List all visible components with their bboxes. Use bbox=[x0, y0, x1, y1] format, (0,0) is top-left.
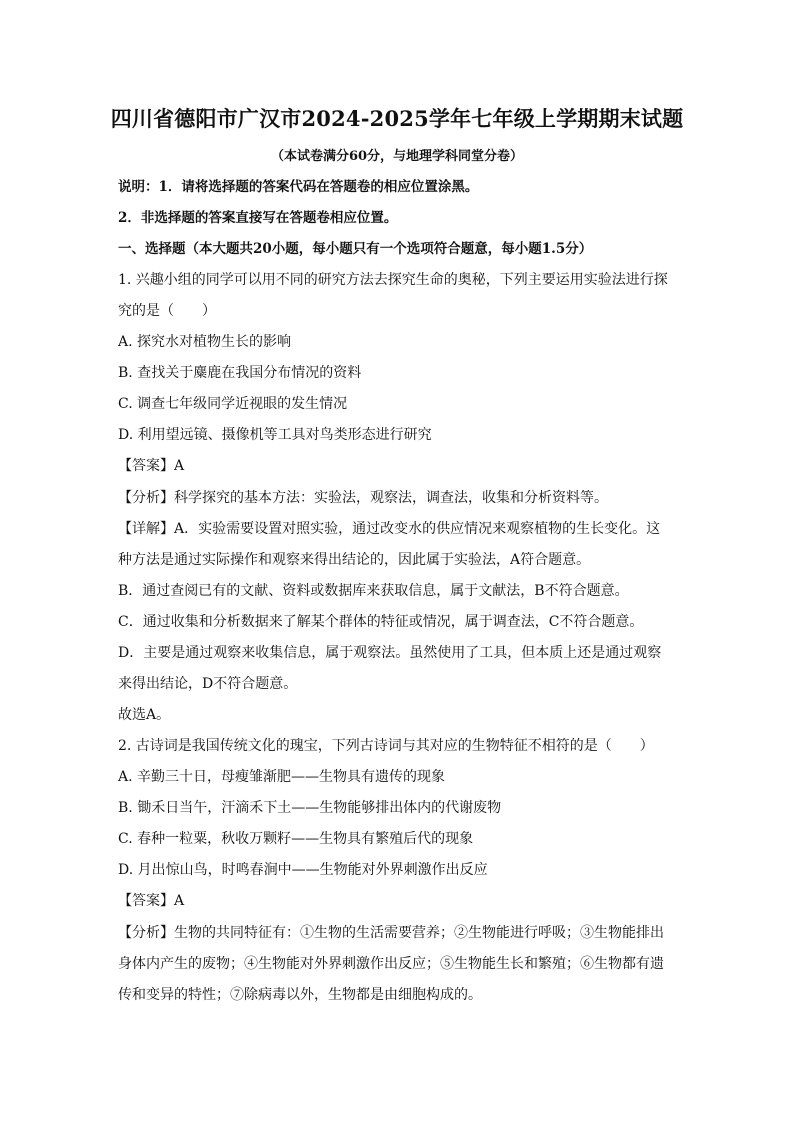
question-1-answer: 【答案】A bbox=[118, 458, 185, 474]
question-1-conclusion: 故选A。 bbox=[118, 707, 171, 723]
question-1-option-b: B. 查找关于麋鹿在我国分布情况的资料 bbox=[118, 365, 362, 381]
question-2-answer: 【答案】A bbox=[118, 893, 185, 909]
question-2-option-b: B. 锄禾日当午，汗滴禾下土——生物能够排出体内的代谢废物 bbox=[118, 800, 502, 816]
question-1-detail-line-3: B．通过查阅已有的文献、资料或数据库来获取信息，属于文献法，B不符合题意。 bbox=[118, 583, 629, 599]
question-2-analysis-line-3: 传和变异的特性；⑦除病毒以外，生物都是由细胞构成的。 bbox=[118, 987, 482, 1003]
instruction-1: 说明：1．请将选择题的答案代码在答题卷的相应位置涂黑。 bbox=[118, 179, 479, 195]
question-1-detail-line-2: 种方法是通过实际操作和观察来得出结论的，因此属于实验法，A符合题意。 bbox=[118, 552, 591, 568]
question-1-stem-line-2: 究的是（ ） bbox=[118, 303, 216, 319]
question-1-analysis: 【分析】科学探究的基本方法：实验法，观察法，调查法，收集和分析资料等。 bbox=[118, 490, 608, 506]
question-1-detail-line-4: C．通过收集和分析数据来了解某个群体的特征或情况，属于调查法，C不符合题意。 bbox=[118, 614, 644, 630]
section-header: 一、选择题（本大题共20小题，每小题只有一个选项符合题意，每小题1.5分） bbox=[118, 241, 593, 257]
page-subtitle: （本试卷满分60分，与地理学科同堂分卷） bbox=[270, 149, 524, 164]
question-1-detail-line-5: D．主要是通过观察来收集信息，属于观察法。虽然使用了工具，但本质上还是通过观察 bbox=[118, 645, 662, 661]
question-2-analysis-line-1: 【分析】生物的共同特征有：①生物的生活需要营养；②生物能进行呼吸；③生物能排出 bbox=[118, 925, 664, 941]
question-1-stem-line-1: 1. 兴趣小组的同学可以用不同的研究方法去探究生命的奥秘，下列主要运用实验法进行探 bbox=[118, 272, 668, 288]
question-1-detail-line-6: 来得出结论，D不符合题意。 bbox=[118, 676, 298, 692]
question-1-option-c: C. 调查七年级同学近视眼的发生情况 bbox=[118, 396, 348, 412]
page-title: 四川省德阳市广汉市2024-2025学年七年级上学期期末试题 bbox=[110, 106, 684, 131]
question-1-detail-line-1: 【详解】A．实验需要设置对照实验，通过改变水的供应情况来观察植物的生长变化。这 bbox=[118, 521, 661, 537]
question-2-option-a: A. 辛勤三十日，母瘦雏渐肥——生物具有遗传的现象 bbox=[118, 769, 446, 785]
question-1-option-d: D. 利用望远镜、摄像机等工具对鸟类形态进行研究 bbox=[118, 427, 432, 443]
question-2-stem: 2. 古诗词是我国传统文化的瑰宝，下列古诗词与其对应的生物特征不相符的是（ ） bbox=[118, 738, 654, 754]
question-2-analysis-line-2: 身体内产生的废物；④生物能对外界刺激作出反应；⑤生物能生长和繁殖；⑥生物都有遗 bbox=[118, 956, 664, 972]
question-2-option-d: D. 月出惊山鸟，时鸣春涧中——生物能对外界刺激作出反应 bbox=[118, 862, 488, 878]
question-1-option-a: A. 探究水对植物生长的影响 bbox=[118, 334, 292, 350]
question-2-option-c: C. 春种一粒粟，秋收万颗籽——生物具有繁殖后代的现象 bbox=[118, 831, 474, 847]
instruction-2: 2．非选择题的答案直接写在答题卷相应位置。 bbox=[118, 210, 398, 226]
